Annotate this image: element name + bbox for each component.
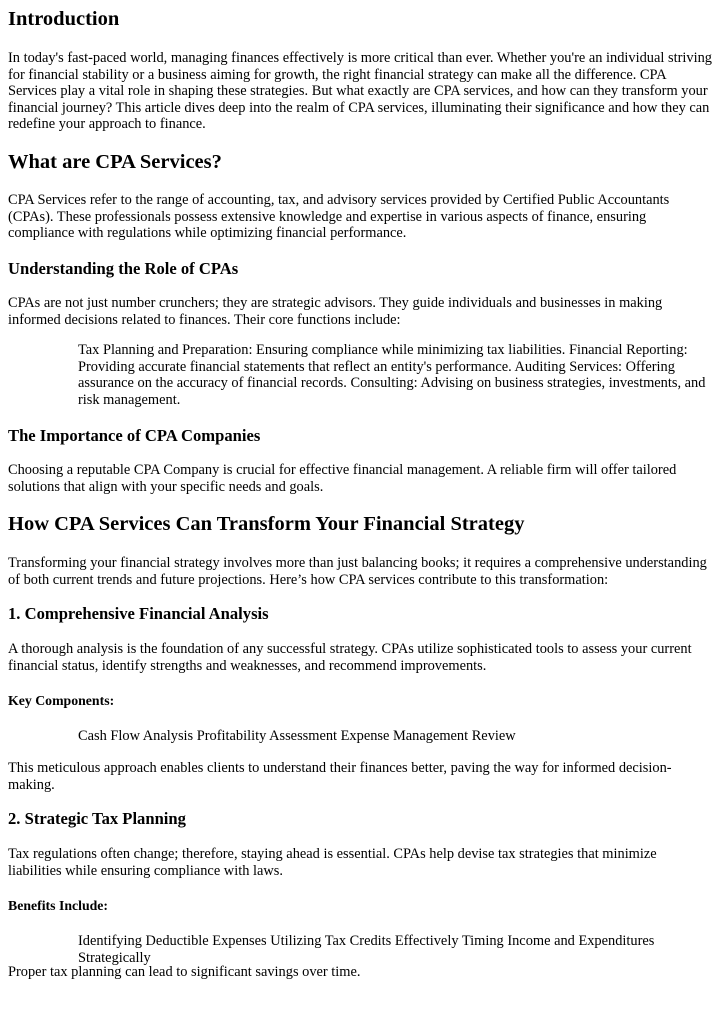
paragraph-role-of-cpas: CPAs are not just number crunchers; they are strategic advisors. They guide individuals and businesses in making informed decisions related to finances. Their core functions include: [8,295,663,328]
heading-financial-analysis: 1. Comprehensive Financial Analysis [8,604,269,623]
heading-benefits-include: Benefits Include: [8,898,109,913]
paragraph-introduction: In today's fast-paced world, managing finances effectively is more critical than ever. Whether you're an individual striving for financial stability or a business aiming for growth, the right financial strategy can make all the difference. CPA Services play a vital role in shaping these strategies. But what exactly are CPA services, and how can they transform your financial journey? This article dives deep into the realm of CPA services, illuminating their significance and how they can redefine your approach to finance. [8,50,712,132]
paragraph-what-are-cpa-services: CPA Services refer to the range of accounting, tax, and advisory services provided by Certified Public Accountants (CPAs). These professionals possess extensive knowledge and expertise in various aspects of finance, ensuring compliance with regulations while optimizing financial performance. [8,192,670,241]
heading-importance-cpa-companies: The Importance of CPA Companies [8,426,261,445]
blockquote-benefits: Identifying Deductible Expenses Utilizing Tax Credits Effectively Timing Income and Expenditures Strategically [78,933,655,966]
heading-tax-planning: 2. Strategic Tax Planning [8,809,186,828]
heading-key-components: Key Components: [8,693,115,708]
blockquote-key-components: Cash Flow Analysis Profitability Assessment Expense Management Review [78,728,516,744]
heading-what-are-cpa-services: What are CPA Services? [8,151,222,173]
heading-introduction: Introduction [8,8,120,30]
paragraph-financial-analysis: A thorough analysis is the foundation of any successful strategy. CPAs utilize sophisticated tools to assess your current financial status, identify strengths and weaknesses, and recommend improvements. [8,641,692,674]
paragraph-tax-planning: Tax regulations often change; therefore, staying ahead is essential. CPAs help devise tax strategies that minimize liabilities while ensuring compliance with laws. [8,846,657,879]
heading-transform-strategy: How CPA Services Can Transform Your Financial Strategy [8,513,525,535]
heading-role-of-cpas: Understanding the Role of CPAs [8,259,239,278]
blockquote-core-functions: Tax Planning and Preparation: Ensuring compliance while minimizing tax liabilities. Financial Reporting: Providing accurate financial statements that reflect an entity's performance. Auditing Services: Offering assurance on the accuracy of financial records. Consulting: Advising on business strategies, investments, and risk management. [78,342,706,408]
paragraph-meticulous-approach: This meticulous approach enables clients to understand their finances better, paving the way for informed decision-making. [8,760,672,793]
paragraph-transform-strategy: Transforming your financial strategy involves more than just balancing books; it requires a comprehensive understanding of both current trends and future projections. Here’s how CPA services contribute to this transformation: [8,555,707,588]
paragraph-tax-savings: Proper tax planning can lead to significant savings over time. [8,964,361,980]
paragraph-importance-cpa-companies: Choosing a reputable CPA Company is crucial for effective financial management. A reliable firm will offer tailored solutions that align with your specific needs and goals. [8,462,677,495]
